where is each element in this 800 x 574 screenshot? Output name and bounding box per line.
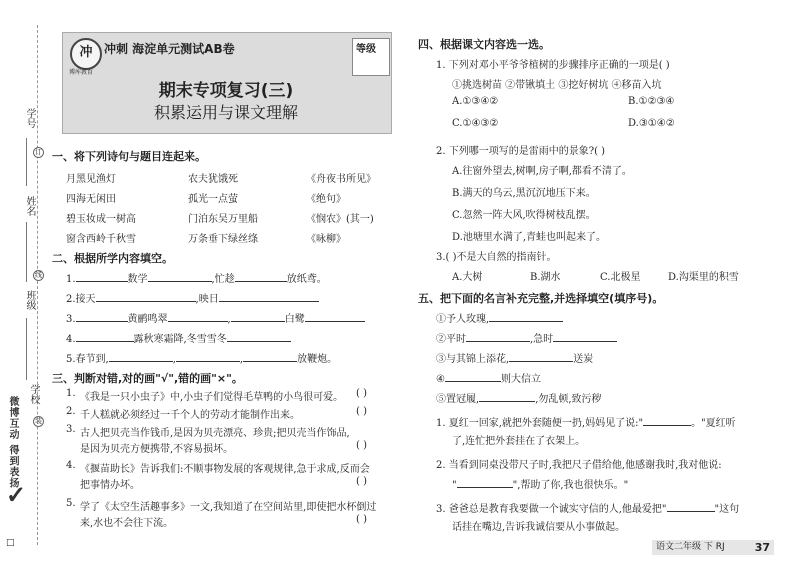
item-text: ,勿乱顿,致污秽 [535, 394, 602, 405]
item-text: 数学 [127, 274, 148, 285]
poem-title: 《悯农》(其一) [306, 214, 374, 225]
section-2-title: 二、根据所学内容填空。 [52, 252, 173, 265]
answer-paren[interactable]: ( ) [356, 388, 367, 399]
item-text: , [172, 354, 176, 365]
item-text: 春节到, [75, 354, 109, 365]
poem-line: 门泊东吴万里船 [188, 214, 258, 225]
proverb-item [436, 310, 563, 325]
tf-text: 《我是一只小虫子》中,小虫子们觉得毛草鸭的小鸟很可爱。 [80, 392, 344, 403]
page-subtitle: 积累运用与课文理解 [153, 103, 298, 122]
item-text: 冬雪雪冬 [186, 334, 227, 345]
item-number: 1. [66, 274, 76, 285]
margin-line [26, 222, 27, 282]
item-text: ,忙趁 [211, 274, 235, 285]
option[interactable]: C.北极星 [600, 272, 641, 283]
tf-number: 5. [66, 498, 76, 509]
item-text: 当看到同桌没带尺子时,我把尺子借给他,他感谢我时,我对他说: [448, 460, 722, 471]
margin-line [26, 318, 27, 380]
answer-paren[interactable]: ( ) [356, 514, 367, 525]
item-text: 平时 [446, 334, 466, 345]
answer-blank[interactable] [243, 351, 297, 362]
item-number: 2. [436, 460, 446, 471]
poem-line: 万条垂下绿丝绦 [188, 234, 258, 245]
poem-line: 孤光一点萤 [188, 194, 238, 205]
tf-number: 3. [66, 424, 76, 435]
margin-label-class: 班级 [24, 290, 35, 310]
question-stem: 3.( )不是大自然的指南针。 [436, 252, 557, 263]
proverb-item [436, 370, 541, 385]
scenario-question-cont [452, 476, 628, 491]
scenario-question [436, 456, 722, 471]
answer-blank[interactable] [227, 331, 291, 342]
fill-item [66, 330, 291, 345]
tf-text: 千人糕就必须经过一千个人的劳动才能制作出来。 [80, 410, 300, 421]
tf-number: 4. [66, 460, 76, 471]
option[interactable]: B.满天的乌云,黑沉沉地压下来。 [452, 188, 596, 199]
tf-number: 2. [66, 406, 76, 417]
margin-label-name: 姓名 [24, 196, 35, 216]
item-number: 1. [436, 418, 446, 429]
answer-blank[interactable] [109, 351, 173, 362]
option[interactable]: D.③①④② [628, 118, 675, 129]
fill-item [66, 350, 337, 365]
bottom-mark: □ [6, 538, 15, 548]
answer-blank[interactable] [76, 331, 134, 342]
item-text: 接天 [75, 294, 96, 305]
item-number: ④ [436, 374, 445, 385]
poem-title: 《舟夜书所见》 [306, 174, 376, 185]
item-text: 送炭 [573, 354, 594, 365]
margin-label-school: 学校 [28, 384, 39, 404]
poem-line: 四海无闲田 [66, 194, 116, 205]
item-number: 4. [66, 334, 76, 345]
answer-blank[interactable] [76, 271, 128, 282]
tf-text: 是因为贝壳方便携带,不容易损坏。 [80, 444, 234, 455]
section-1-title: 一、将下列诗句与题目连起来。 [52, 150, 206, 163]
option[interactable]: D.池塘里水满了,青蛙也叫起来了。 [452, 232, 607, 243]
item-text: 夏红一回家,就把外套随便一扔,妈妈见了说:" [448, 418, 644, 429]
item-text: 予人玫瑰, [446, 314, 490, 325]
item-number: 3. [66, 314, 76, 325]
answer-blank[interactable] [76, 311, 128, 322]
question-stem: 2. 下列哪一项写的是雷雨中的景象?( ) [436, 146, 606, 157]
item-text: 则大信立 [500, 374, 541, 385]
item-number: ⑤ [436, 394, 446, 405]
item-number: ③ [436, 354, 446, 365]
scenario-question [436, 500, 739, 515]
poem-line: 月黑见渔灯 [66, 174, 116, 185]
item-text: 放鞭炮。 [297, 354, 338, 365]
margin-slogan: 微博互动 得到表扬 [7, 396, 18, 489]
item-text: ",帮助了你,我也很快乐。" [512, 480, 629, 491]
fill-item [66, 310, 365, 325]
poem-title: 《绝句》 [306, 194, 346, 205]
answer-blank[interactable] [479, 391, 535, 402]
option[interactable]: A.往窗外望去,树啊,房子啊,都看不清了。 [452, 166, 632, 177]
poem-line: 碧玉妆成一树高 [66, 214, 136, 225]
item-text: 与其锦上添花, [446, 354, 510, 365]
answer-blank[interactable] [148, 271, 212, 282]
question-steps: ①挑选树苗 ②带锹填土 ③挖好树坑 ④移苗入坑 [452, 80, 662, 91]
answer-paren[interactable]: ( ) [356, 440, 367, 451]
item-number: ② [436, 334, 446, 345]
option[interactable]: D.沟渠里的积雪 [668, 272, 739, 283]
scenario-question [436, 414, 736, 429]
item-text: 话挂在嘴边,告诉我诚信要从小事做起。 [452, 522, 626, 533]
margin-line [26, 138, 27, 186]
proverb-item [436, 350, 593, 365]
answer-paren[interactable]: ( ) [356, 476, 367, 487]
answer-blank[interactable] [509, 351, 573, 362]
item-text: 露秋寒霜降, [133, 334, 187, 345]
fill-item [66, 270, 327, 285]
tf-text: 《揠苗助长》告诉我们:不顺事物发展的客观规律,急于求成,反而会 [80, 464, 370, 475]
option[interactable]: C.①④③② [452, 118, 499, 129]
footer-label: 语文二年级 下 RJ [656, 542, 725, 552]
page-title: 期末专项复习(三) [158, 81, 294, 101]
answer-blank[interactable] [219, 291, 319, 302]
answer-blank[interactable] [168, 311, 228, 322]
answer-blank[interactable] [489, 311, 563, 322]
tf-text: 学了《太空生活趣事多》一文,我知道了在空间站里,即使把水杯倒过 [80, 502, 377, 513]
binding-margin [0, 0, 44, 574]
tf-text: 把事情办坏。 [80, 480, 140, 491]
option[interactable]: A.大树 [452, 272, 483, 283]
item-text: , [239, 354, 244, 365]
grade-label: 等级 [356, 44, 376, 55]
brand-logo-icon: 冲 [70, 38, 102, 70]
proverb-item [436, 390, 602, 405]
answer-blank[interactable] [553, 331, 617, 342]
answer-blank[interactable] [305, 311, 365, 322]
tf-text: 古人把贝壳当作钱币,是因为贝壳漂亮、珍贵;把贝壳当作饰品, [80, 428, 350, 439]
item-text: 置冠履, [446, 394, 480, 405]
question-stem: 1. 下列对邓小平爷爷植树的步骤排序正确的一项是( ) [436, 60, 670, 71]
page-footer [652, 540, 774, 555]
item-number: 2. [66, 294, 76, 305]
binding-circle: 装 [35, 417, 42, 425]
poem-line: 农夫犹饿死 [188, 174, 238, 185]
binding-circle: 线 [35, 271, 42, 279]
page-number: 37 [754, 541, 770, 554]
option[interactable]: C.忽然一阵大风,吹得树枝乱摆。 [452, 210, 596, 221]
item-text: 爸爸总是教育我要做一个诚实守信的人,他最爱把" [448, 504, 667, 515]
section-4-title: 四、根据课文内容选一选。 [418, 38, 550, 51]
item-text: ,急时 [530, 334, 554, 345]
option[interactable]: B.①②③④ [628, 96, 675, 107]
answer-blank[interactable] [643, 415, 691, 426]
item-text: ,映日 [195, 294, 219, 305]
brand-name: 冲刺 海淀单元测试AB卷 [104, 42, 235, 56]
logo-subtitle: 博库教育 [69, 69, 94, 76]
poem-title: 《咏柳》 [306, 234, 346, 245]
answer-blank[interactable] [235, 271, 287, 282]
proverb-item [436, 330, 617, 345]
item-text: 了,连忙把外套挂在了衣架上。 [452, 436, 586, 447]
fill-item [66, 290, 319, 305]
answer-blank[interactable] [176, 351, 240, 362]
section-3-title: 三、判断对错,对的画"√",错的画"×"。 [52, 372, 243, 385]
cut-line [37, 25, 38, 545]
answer-blank[interactable] [96, 291, 196, 302]
item-text: , [227, 314, 231, 325]
check-mark-icon: ✓ [6, 480, 27, 509]
answer-blank[interactable] [457, 477, 513, 488]
answer-blank[interactable] [231, 311, 285, 322]
answer-blank[interactable] [445, 371, 501, 382]
tf-text: 来,水也不会往下流。 [80, 518, 174, 529]
item-text: 放纸鸢。 [286, 274, 327, 285]
item-number: 5. [66, 354, 76, 365]
item-number: 3. [436, 504, 446, 515]
tf-number: 1. [66, 388, 76, 399]
answer-blank[interactable] [667, 501, 715, 512]
margin-label-student-no: 学号 [24, 108, 35, 128]
binding-circle: 订 [35, 148, 42, 156]
option[interactable]: B.湖水 [530, 272, 561, 283]
item-text: "这句 [714, 504, 740, 515]
section-5-title: 五、把下面的名言补充完整,并选择填空(填序号)。 [418, 292, 664, 305]
item-number: ① [436, 314, 446, 325]
item-text: 黄鹂鸣翠 [127, 314, 168, 325]
item-text: 白鹭 [284, 314, 305, 325]
answer-blank[interactable] [466, 331, 530, 342]
item-text: " [452, 480, 457, 491]
answer-paren[interactable]: ( ) [356, 406, 367, 417]
poem-line: 窗含西岭千秋雪 [66, 234, 136, 245]
item-text: 。"夏红听 [691, 418, 736, 429]
option[interactable]: A.①③④② [452, 96, 499, 107]
